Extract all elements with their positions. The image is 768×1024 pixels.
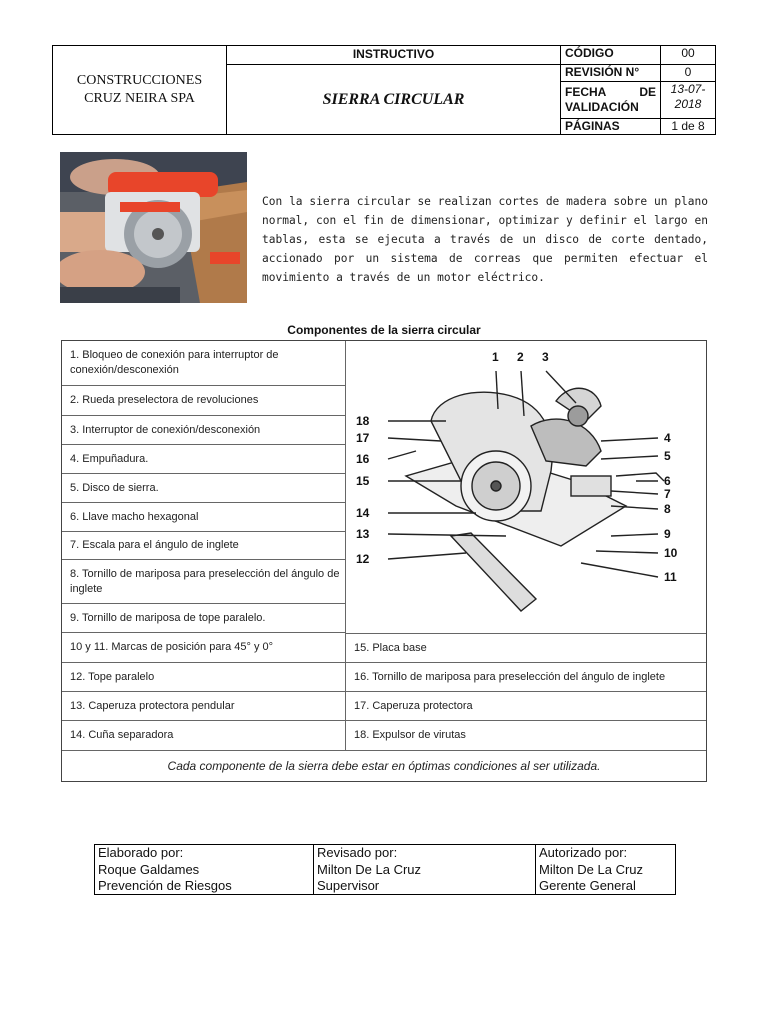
codigo-value: 00 bbox=[661, 46, 715, 65]
paginas-value: 1 de 8 bbox=[671, 119, 705, 133]
saw-diagram bbox=[346, 341, 706, 633]
component-item-14: 14. Cuña separadora bbox=[62, 721, 346, 751]
component-item-17: 17. Caperuza protectora bbox=[346, 692, 706, 721]
elaborado-role: Prevención de Riesgos bbox=[98, 878, 232, 893]
component-item-7: 7. Escala para el ángulo de inglete bbox=[62, 532, 346, 560]
codigo-label: CÓDIGO bbox=[561, 46, 661, 65]
saw-photo bbox=[60, 152, 247, 303]
signature-table bbox=[94, 844, 676, 895]
component-item-10-11: 10 y 11. Marcas de posición para 45° y 0° bbox=[62, 633, 346, 663]
elaborado-label: Elaborado por: bbox=[98, 845, 184, 860]
company-line-2: CRUZ NEIRA SPA bbox=[84, 91, 195, 106]
diagram-label-18: 18 bbox=[356, 414, 370, 428]
intro-paragraph: Con la sierra circular se realizan cortes de madera sobre un plano normal, con el fin de dimensionar, optimizar y definir el largo en tablas, esta se ejecuta a través de un disco de corte dentado, accionado por un sistema de correas que permiten efectuar el movimiento a través de un motor eléctrico. bbox=[262, 195, 708, 284]
diagram-label-7: 7 bbox=[664, 487, 671, 501]
component-item-18: 18. Expulsor de virutas bbox=[346, 721, 706, 751]
autorizado-role: Gerente General bbox=[539, 878, 636, 893]
component-item-15: 15. Placa base bbox=[346, 633, 706, 663]
revisado-name: Milton De La Cruz bbox=[317, 861, 422, 877]
fecha-label-b: DE bbox=[639, 85, 656, 99]
fecha-label bbox=[561, 82, 661, 119]
company-line-1: CONSTRUCCIONES bbox=[76, 73, 203, 88]
component-item-12: 12. Tope paralelo bbox=[62, 663, 346, 692]
paginas-label: PÁGINAS bbox=[561, 119, 661, 134]
component-item-4: 4. Empuñadura. bbox=[62, 445, 346, 474]
document-header bbox=[52, 45, 716, 135]
components-note: Cada componente de la sierra debe estar en óptimas condiciones al ser utilizada. bbox=[167, 759, 601, 773]
company-name bbox=[53, 46, 227, 134]
diagram-label-16: 16 bbox=[356, 452, 370, 466]
diagram-label-14: 14 bbox=[356, 506, 370, 520]
revision-label: REVISIÓN N° bbox=[561, 65, 661, 82]
revisado-role: Supervisor bbox=[317, 878, 380, 893]
component-item-16: 16. Tornillo de mariposa para preselección del ángulo de inglete bbox=[346, 663, 706, 692]
document-type: INSTRUCTIVO bbox=[227, 46, 561, 65]
fecha-value: 13-07-2018 bbox=[661, 82, 715, 119]
autorizado-column bbox=[536, 845, 676, 894]
diagram-label-9: 9 bbox=[664, 527, 671, 541]
component-item-1: 1. Bloqueo de conexión para interruptor de conexión/desconexión bbox=[62, 341, 346, 386]
diagram-label-13: 13 bbox=[356, 527, 370, 541]
component-item-2: 2. Rueda preselectora de revoluciones bbox=[62, 386, 346, 416]
diagram-label-5: 5 bbox=[664, 449, 671, 463]
component-item-9: 9. Tornillo de mariposa de tope paralelo. bbox=[62, 604, 346, 633]
component-item-6: 6. Llave macho hexagonal bbox=[62, 503, 346, 532]
component-item-13: 13. Caperuza protectora pendular bbox=[62, 692, 346, 721]
diagram-label-11: 11 bbox=[664, 570, 677, 584]
diagram-label-2: 2 bbox=[517, 350, 524, 364]
components-table bbox=[61, 340, 707, 782]
diagram-label-10: 10 bbox=[664, 546, 678, 560]
diagram-label-12: 12 bbox=[356, 552, 370, 566]
component-item-5: 5. Disco de sierra. bbox=[62, 474, 346, 503]
fecha-label-a: FECHA bbox=[565, 85, 607, 99]
diagram-label-6: 6 bbox=[664, 474, 671, 488]
revision-value: 0 bbox=[661, 65, 715, 82]
diagram-label-17: 17 bbox=[356, 431, 370, 445]
elaborado-column bbox=[95, 845, 314, 894]
diagram-label-1: 1 bbox=[492, 350, 499, 364]
autorizado-name: Milton De La Cruz bbox=[539, 861, 644, 877]
revisado-label: Revisado por: bbox=[317, 845, 398, 860]
autorizado-label: Autorizado por: bbox=[539, 845, 628, 860]
diagram-label-3: 3 bbox=[542, 350, 549, 364]
fecha-label-c: VALIDACIÓN bbox=[565, 100, 639, 114]
components-title: Componentes de la sierra circular bbox=[287, 323, 481, 337]
component-item-3: 3. Interruptor de conexión/desconexión bbox=[62, 416, 346, 445]
document-title: SIERRA CIRCULAR bbox=[227, 65, 561, 134]
revisado-column bbox=[314, 845, 536, 894]
diagram-label-8: 8 bbox=[664, 502, 671, 516]
elaborado-name: Roque Galdames bbox=[98, 861, 200, 877]
diagram-label-15: 15 bbox=[356, 474, 370, 488]
diagram-label-4: 4 bbox=[664, 431, 671, 445]
component-item-8: 8. Tornillo de mariposa para preselección del ángulo de inglete bbox=[62, 560, 346, 604]
